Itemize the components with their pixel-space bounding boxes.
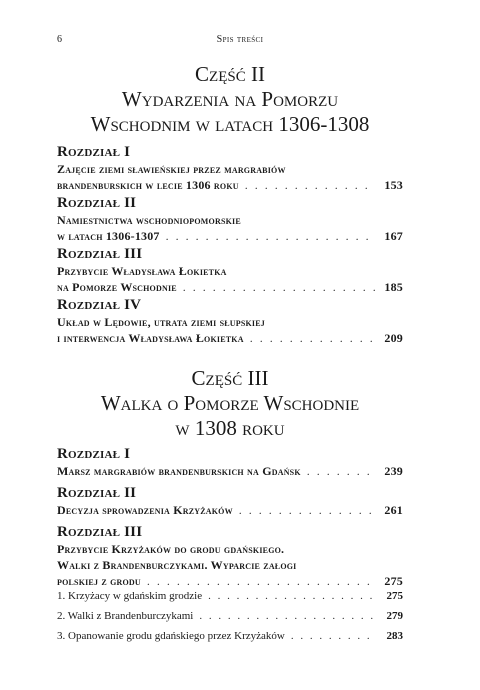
chapter-line: Marsz margrabiów brandenburskich na Gdańsk: [57, 464, 301, 478]
part-label: Część II: [195, 62, 265, 86]
subentry[interactable]: [57, 609, 403, 624]
chapter-title: Rozdział III: [57, 524, 143, 540]
chapter-title: Rozdział II: [57, 485, 137, 501]
page-ref: 209: [384, 331, 403, 345]
leader-dots: [199, 609, 375, 624]
page-ref: 279: [386, 610, 403, 622]
subentry[interactable]: [57, 589, 403, 604]
leader-dots: [208, 589, 375, 604]
chapter-title: Rozdział IV: [57, 297, 142, 313]
subentry-text: 1. Krzyżacy w gdańskim grodzie: [57, 590, 203, 602]
part-title-line: Wydarzenia na Pomorzu: [121, 87, 339, 111]
chapter-entry[interactable]: [57, 245, 403, 295]
page-ref: 153: [384, 178, 403, 192]
running-title: Spis treści: [216, 34, 264, 45]
page-number: 6: [57, 34, 63, 45]
page-ref: 275: [384, 574, 403, 588]
chapter-line: Decyzja sprowadzenia Krzyżaków: [57, 503, 233, 517]
leader-dots: [239, 502, 375, 518]
page-ref: 283: [386, 630, 403, 642]
chapter-title: Rozdział I: [57, 446, 131, 462]
leader-dots: [147, 573, 375, 589]
part-title-line: w 1308 roku: [175, 416, 285, 440]
chapter-line: polskiej z grodu: [57, 574, 141, 588]
leader-dots: [183, 279, 375, 295]
chapter-line: Namiestnictwa wschodniopomorskie: [57, 213, 241, 227]
chapter-line: Walki z Brandenburczykami. Wyparcie załogi: [57, 558, 297, 572]
chapter-entry[interactable]: [57, 296, 403, 346]
chapter-line: Układ w Lędowie, utrata ziemi słupskiej: [57, 315, 265, 329]
page-ref: 261: [384, 503, 403, 517]
chapter-line: Przybycie Krzyżaków do grodu gdańskiego.: [57, 542, 285, 556]
page-ref: 185: [384, 280, 403, 294]
chapter-entry[interactable]: [57, 523, 403, 589]
page-ref: 239: [384, 464, 403, 478]
part-label: Część III: [191, 366, 269, 390]
leader-dots: [291, 629, 375, 644]
subentry-text: 2. Walki z Brandenburczykami: [57, 610, 194, 622]
leader-dots: [166, 228, 375, 244]
chapter-entry[interactable]: [57, 484, 403, 518]
running-head: [57, 34, 423, 48]
chapter-entry[interactable]: [57, 194, 403, 244]
part-heading: [57, 366, 403, 441]
leader-dots: [307, 463, 375, 479]
chapter-entry[interactable]: [57, 143, 403, 193]
chapter-title: Rozdział I: [57, 144, 131, 160]
page-ref: 167: [384, 229, 403, 243]
leader-dots: [245, 177, 375, 193]
subentry[interactable]: [57, 629, 403, 644]
subentry-text: 3. Opanowanie grodu gdańskiego przez Krzyżaków: [57, 630, 285, 642]
leader-dots: [250, 330, 375, 346]
part-title-line: Walka o Pomorze Wschodnie: [100, 391, 360, 415]
chapter-line: i interwencja Władysława Łokietka: [57, 331, 244, 345]
chapter-line: brandenburskich w lecie 1306 roku: [57, 178, 239, 192]
page-ref: 275: [386, 590, 403, 602]
chapter-entry[interactable]: [57, 445, 403, 479]
part-title-line: Wschodnim w latach 1306-1308: [90, 112, 370, 136]
chapter-title: Rozdział III: [57, 246, 143, 262]
chapter-line: Przybycie Władysława Łokietka: [57, 264, 227, 278]
part-heading: [57, 62, 403, 137]
chapter-line: na Pomorze Wschodnie: [57, 280, 177, 294]
chapter-title: Rozdział II: [57, 195, 137, 211]
chapter-line: Zajęcie ziemi sławieńskiej przez margrabiów: [57, 162, 286, 176]
chapter-line: w latach 1306-1307: [57, 229, 160, 243]
subentry-list: [57, 589, 403, 644]
